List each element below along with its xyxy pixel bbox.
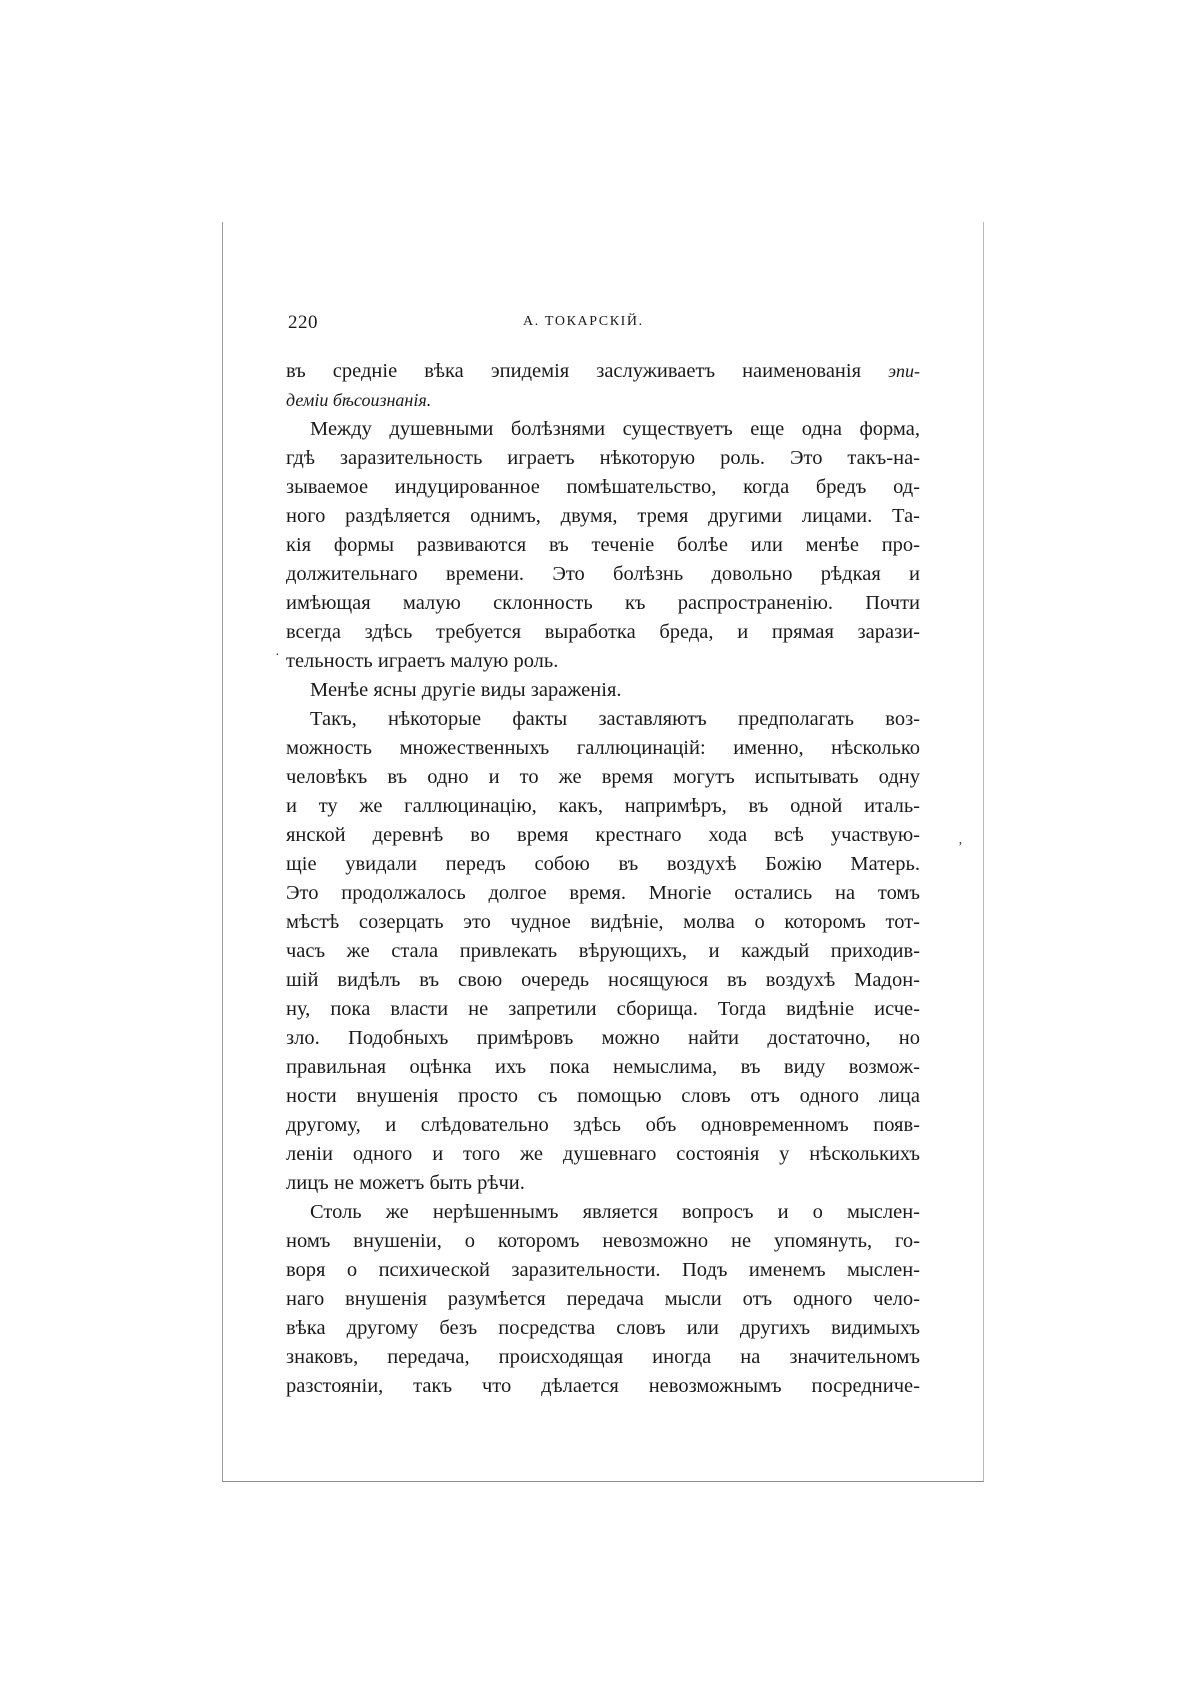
text-line-content: гдѣ заразительность играетъ нѣкоторую роль. Это такъ-на- [286,447,920,469]
text-line [286,705,920,734]
text-line-content: Это продолжалось долгое время. Многіе остались на томъ [286,882,920,904]
text-line [286,937,920,966]
page-header [288,312,918,342]
text-line-content: Между душевными болѣзнями существуетъ еще одна форма, [310,418,920,440]
text-line [286,589,920,618]
text-line-content: кія формы развиваются въ теченіе болѣе или менѣе про- [286,534,920,556]
text-line [286,618,920,647]
text-line [286,444,920,473]
text-line-content: тельность играетъ малую роль. [286,650,559,672]
text-line-content: лицъ не можетъ быть рѣчи. [286,1172,525,1194]
text-line-content: должительнаго времени. Это болѣзнь довольно рѣдкая и [286,563,920,585]
text-line-content: другому, и слѣдовательно здѣсь объ одновременномъ появ- [286,1114,920,1136]
text-line [286,1285,920,1314]
text-line-content: ну, пока власти не запретили сборища. Тогда видѣніе исче- [286,998,920,1020]
text-line [286,676,920,705]
text-line-content: шій видѣлъ въ свою очередь носящуюся въ воздухѣ Мадон- [286,969,920,991]
text-line-content: и ту же галлюцинацію, какъ, напримѣръ, въ одной италь- [286,795,920,817]
text-line-content: ности внушенія просто съ помощью словъ отъ одного лица [286,1085,920,1107]
text-line-content: Столь же нерѣшеннымъ является вопросъ и о мыслен- [310,1201,920,1223]
text-line [286,473,920,502]
text-line-content: ного раздѣляется однимъ, двумя, тремя другими лицами. Та- [286,505,920,527]
text-line-content: янской деревнѣ во время крестнаго хода всѣ участвую- [286,824,920,846]
text-line-content: правильная оцѣнка ихъ пока немыслима, въ виду возмож- [286,1056,920,1078]
text-line-content: Такъ, нѣкоторые факты заставляютъ предполагать воз- [310,708,920,730]
running-title: А. ТОКАРСКІЙ. [523,314,644,329]
text-line-content: наго внушенія разумѣется передача мысли отъ одного чело- [286,1288,920,1310]
text-line [286,1372,920,1401]
text-line [286,531,920,560]
text-line [286,1227,920,1256]
text-line [286,1024,920,1053]
text-line [286,1082,920,1111]
margin-bullet-mark: · [275,648,280,663]
italic-term: эпи- [888,361,920,381]
text-line [286,1256,920,1285]
text-line [286,1314,920,1343]
text-line [286,763,920,792]
text-line-content: можность множественныхъ галлюцинацій: именно, нѣсколько [286,737,920,759]
text-line-content: зло. Подобныхъ примѣровъ можно найти достаточно, но [286,1027,920,1049]
text-line-content: вѣка другому безъ посредства словъ или другихъ видимыхъ [286,1317,920,1339]
text-line [286,792,920,821]
text-line-content: воря о психической заразительности. Подъ именемъ мыслен- [286,1259,920,1281]
text-line-content: разстояніи, такъ что дѣлается невозможнымъ посредниче- [286,1375,920,1397]
text-line-content: человѣкъ въ одно и то же время могутъ испытывать одну [286,766,920,788]
page-number: 220 [288,312,318,333]
text-line [286,1198,920,1227]
text-line [286,1111,920,1140]
text-line [286,821,920,850]
text-line-content: часъ же стала привлекать вѣрующихъ, и каждый приходив- [286,940,920,962]
italic-term: деміи бѣсоизнанія. [286,390,432,410]
text-line [286,966,920,995]
text-line [286,647,920,676]
text-line [286,995,920,1024]
text-line-content: леніи одного и того же душевнаго состоянія у нѣсколькихъ [286,1143,920,1165]
text-line [286,1343,920,1372]
text-line-content: имѣющая малую склонность къ распространенію. Почти [286,592,920,614]
text-line [286,908,920,937]
text-line [286,502,920,531]
body-text [286,357,920,1401]
text-line [286,1140,920,1169]
text-line [286,1053,920,1082]
text-line-content: номъ внушеніи, о которомъ невозможно не упомянуть, го- [286,1230,920,1252]
text-line [286,357,920,386]
text-line [286,386,920,415]
text-line [286,734,920,763]
margin-speck-mark: ʼ [958,840,963,855]
text-line-content: зываемое индуцированное помѣшательство, когда бредъ од- [286,476,920,498]
text-line [286,415,920,444]
text-line [286,560,920,589]
text-line [286,1169,920,1198]
text-line [286,850,920,879]
text-line-content: въ средніе вѣка эпидемія заслуживаетъ наименованія [286,360,889,382]
text-line-content: мѣстѣ созерцать это чудное видѣніе, молва о которомъ тот- [286,911,920,933]
text-line-content: знаковъ, передача, происходящая иногда на значительномъ [286,1346,920,1368]
text-line [286,879,920,908]
text-line-content: щіе увидали передъ собою въ воздухѣ Божію Матерь. [286,853,920,875]
text-line-content: Менѣе ясны другіе виды зараженія. [310,679,622,701]
text-line-content: всегда здѣсь требуется выработка бреда, и прямая зарази- [286,621,920,643]
